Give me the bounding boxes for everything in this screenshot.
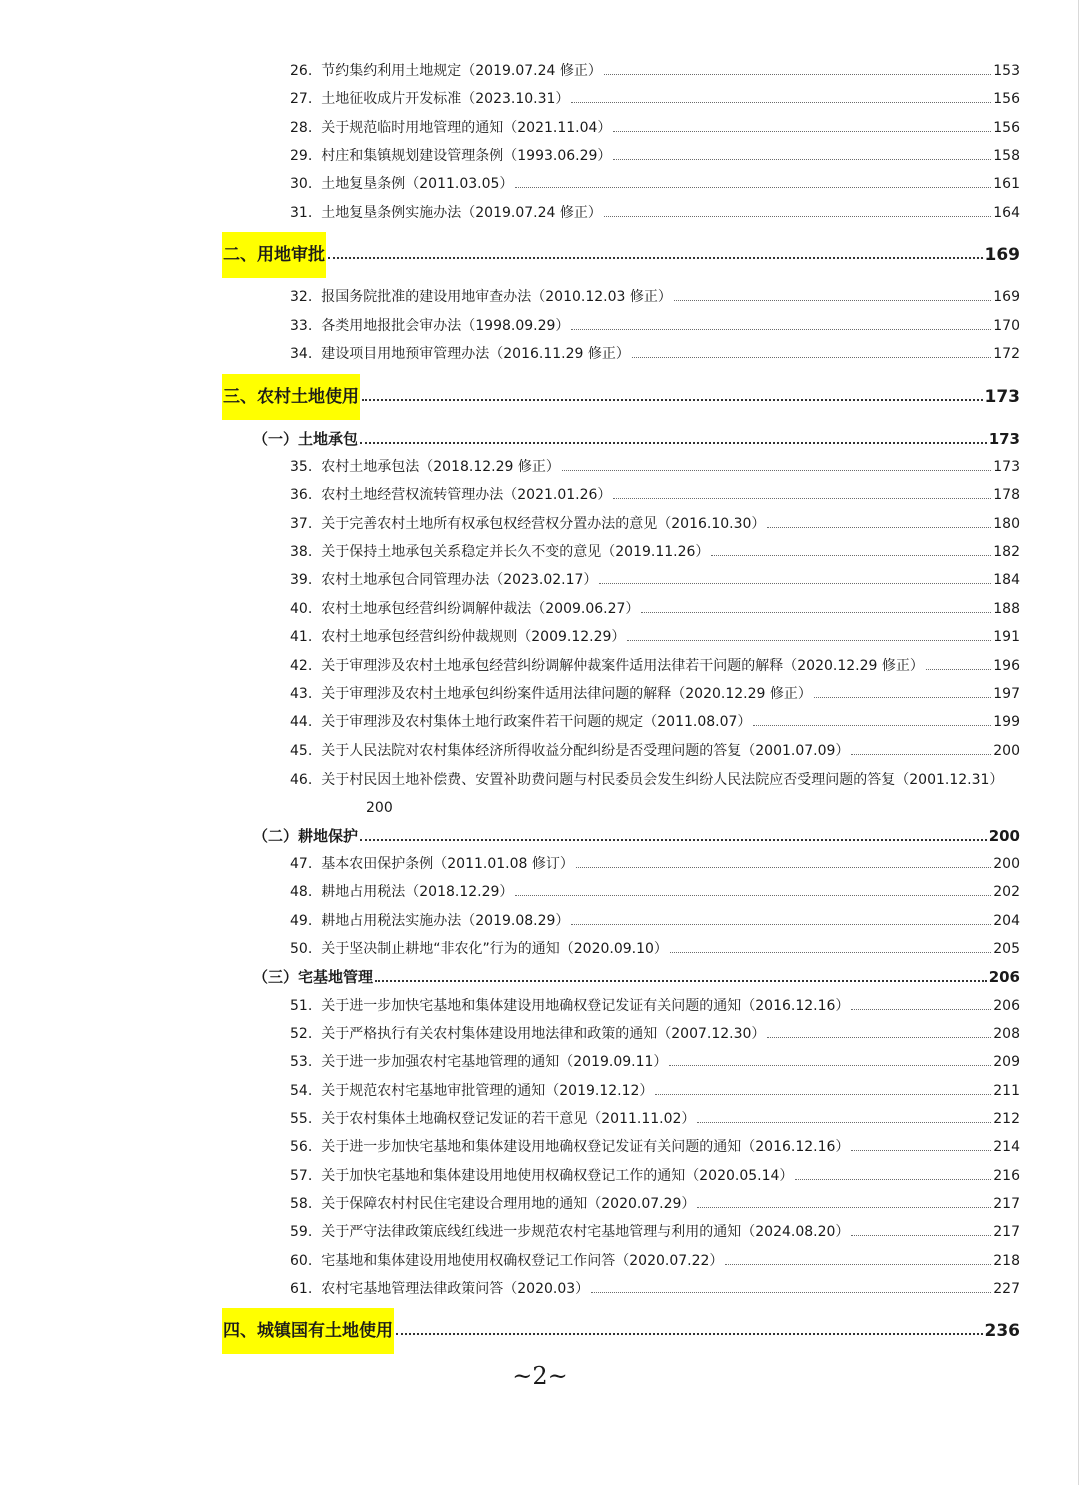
heading-title: （一）土地承包 <box>253 430 359 448</box>
entry-title: 农村宅基地管理法律政策问答（2020.03） <box>321 1281 590 1297</box>
entry-title: 建设项目用地预审管理办法（2016.11.29 修正） <box>321 346 630 362</box>
dot-leader <box>613 130 991 132</box>
toc-entry[interactable] <box>290 656 1020 676</box>
entry-page-number: 158 <box>993 148 1020 164</box>
entry-title: 关于进一步加快宅基地和集体建设用地确权登记发证有关问题的通知（2016.12.16） <box>321 1139 850 1155</box>
entry-title: 农村土地承包经营纠纷调解仲裁法（2009.06.27） <box>321 601 640 617</box>
dot-leader <box>613 497 991 499</box>
entry-number: 32. <box>290 289 313 305</box>
heading-title: 四、城镇国有土地使用 <box>222 1308 394 1354</box>
entry-page-number: 169 <box>993 289 1020 305</box>
toc-entry[interactable] <box>290 457 1020 477</box>
toc-entry[interactable] <box>290 854 1020 874</box>
dot-leader <box>328 256 983 259</box>
entry-number: 35. <box>290 459 313 475</box>
entry-title: 关于坚决制止耕地“非农化”行为的通知（2020.09.10） <box>321 941 668 957</box>
entry-number: 40. <box>290 601 313 617</box>
entry-number: 57. <box>290 1168 313 1184</box>
entry-title: 关于人民法院对农村集体经济所得收益分配纠纷是否受理问题的答复（2001.07.09） <box>321 743 850 759</box>
entry-page-number: 205 <box>993 941 1020 957</box>
toc-entry[interactable] <box>290 882 1020 902</box>
dot-leader <box>571 328 991 330</box>
toc-entry[interactable] <box>290 1052 1020 1072</box>
toc-section-heading[interactable] <box>222 384 1020 410</box>
entry-page-number: 208 <box>993 1026 1020 1042</box>
entry-title: 关于审理涉及农村土地承包纠纷案件适用法律问题的解释（2020.12.29 修正） <box>321 686 812 702</box>
entry-page-number: 197 <box>993 686 1020 702</box>
dot-leader <box>674 299 991 301</box>
entry-page-number: 209 <box>993 1054 1020 1070</box>
heading-title: 二、用地审批 <box>222 232 326 278</box>
toc-entry[interactable] <box>290 514 1020 534</box>
dot-leader <box>725 1263 991 1265</box>
dot-leader <box>753 724 991 726</box>
entry-title: 关于审理涉及农村集体土地行政案件若干问题的规定（2011.08.07） <box>321 714 752 730</box>
entry-number: 54. <box>290 1083 313 1099</box>
dot-leader <box>613 158 991 160</box>
entry-page-number: 200 <box>993 743 1020 759</box>
toc-entry[interactable] <box>290 344 1020 364</box>
toc-entry[interactable] <box>290 939 1020 959</box>
dot-leader <box>670 951 991 953</box>
entry-number: 60. <box>290 1253 313 1269</box>
entry-page-number: 170 <box>993 318 1020 334</box>
toc-entry[interactable] <box>290 1222 1020 1242</box>
entry-number: 26. <box>290 63 313 79</box>
entry-page-number: 236 <box>984 1321 1020 1341</box>
entry-page-number: 200 <box>988 827 1020 845</box>
toc-entry[interactable] <box>290 287 1020 307</box>
dot-leader <box>562 469 991 471</box>
toc-entry[interactable] <box>290 1279 1020 1299</box>
entry-page-number: 164 <box>993 205 1020 221</box>
dot-leader <box>697 1121 991 1123</box>
entry-number: 39. <box>290 572 313 588</box>
page-number: ~2~ <box>512 1362 568 1390</box>
dot-leader <box>360 838 987 841</box>
entry-title: 农村土地承包合同管理办法（2023.02.17） <box>321 572 598 588</box>
entry-title: 土地复垦条例（2011.03.05） <box>321 176 514 192</box>
entry-page-number: 188 <box>993 601 1020 617</box>
entry-page-number: 178 <box>993 487 1020 503</box>
dot-leader <box>375 979 987 982</box>
entry-title: 关于村民因土地补偿费、安置补助费问题与村民委员会发生纠纷人民法院应否受理问题的答复（2001.12.31） <box>321 772 1004 788</box>
entry-page-number: 169 <box>984 245 1020 265</box>
dot-leader <box>604 73 991 75</box>
dot-leader <box>576 866 991 868</box>
entry-number: 48. <box>290 884 313 900</box>
entry-page-number: 173 <box>988 430 1020 448</box>
entry-page-number: 173 <box>993 459 1020 475</box>
toc-entry[interactable] <box>290 1251 1020 1271</box>
entry-title: 节约集约利用土地规定（2019.07.24 修正） <box>321 63 602 79</box>
toc-subsection-heading[interactable] <box>253 826 1020 846</box>
toc-entry[interactable] <box>290 712 1020 732</box>
entry-page-number: 184 <box>993 572 1020 588</box>
entry-title: 关于保持土地承包关系稳定并长久不变的意见（2019.11.26） <box>321 544 710 560</box>
dot-leader <box>604 215 991 217</box>
dot-leader <box>926 668 991 670</box>
entry-number: 46. <box>290 772 313 788</box>
toc-entry[interactable] <box>290 1137 1020 1157</box>
entry-title: 关于进一步加快宅基地和集体建设用地确权登记发证有关问题的通知（2016.12.16） <box>321 998 850 1014</box>
toc-entry[interactable] <box>290 570 1020 590</box>
heading-title: （三）宅基地管理 <box>253 968 374 986</box>
entry-number: 45. <box>290 743 313 759</box>
entry-title: 关于农村集体土地确权登记发证的若干意见（2011.11.02） <box>321 1111 696 1127</box>
entry-page-number: 196 <box>993 658 1020 674</box>
entry-number: 37. <box>290 516 313 532</box>
entry-number: 55. <box>290 1111 313 1127</box>
entry-page-number: 202 <box>993 884 1020 900</box>
toc-entry[interactable] <box>290 316 1020 336</box>
entry-title: 关于严格执行有关农村集体建设用地法律和政策的通知（2007.12.30） <box>321 1026 766 1042</box>
entry-title: 关于加快宅基地和集体建设用地使用权确权登记工作的通知（2020.05.14） <box>321 1168 794 1184</box>
dot-leader <box>697 1206 991 1208</box>
dot-leader <box>627 639 991 641</box>
entry-page-number: 182 <box>993 544 1020 560</box>
entry-page-number: 172 <box>993 346 1020 362</box>
entry-number: 58. <box>290 1196 313 1212</box>
entry-number: 43. <box>290 686 313 702</box>
entry-number: 36. <box>290 487 313 503</box>
entry-page-number: 191 <box>993 629 1020 645</box>
entry-page-number: 211 <box>993 1083 1020 1099</box>
toc-entry[interactable] <box>290 1024 1020 1044</box>
dot-leader <box>795 1178 991 1180</box>
dot-leader <box>632 356 991 358</box>
toc-entry[interactable] <box>290 599 1020 619</box>
entry-number: 28. <box>290 120 313 136</box>
entry-title: 农村土地经营权流转管理办法（2021.01.26） <box>321 487 612 503</box>
dot-leader <box>515 186 991 188</box>
entry-number: 53. <box>290 1054 313 1070</box>
toc-entry[interactable] <box>290 146 1020 166</box>
entry-number: 59. <box>290 1224 313 1240</box>
dot-leader <box>362 398 983 401</box>
dot-leader <box>655 1093 991 1095</box>
entry-title: 农村土地承包经营纠纷仲裁规则（2009.12.29） <box>321 629 626 645</box>
dot-leader <box>669 1064 991 1066</box>
toc-entry[interactable] <box>290 1081 1020 1101</box>
dot-leader <box>767 1036 991 1038</box>
dot-leader <box>851 1008 991 1010</box>
toc-entry[interactable] <box>290 61 1020 81</box>
toc-entry[interactable] <box>290 203 1020 223</box>
entry-number: 29. <box>290 148 313 164</box>
entry-number: 44. <box>290 714 313 730</box>
entry-title: 基本农田保护条例（2011.01.08 修订） <box>321 856 574 872</box>
toc-entry[interactable] <box>290 741 1020 761</box>
entry-title: 关于进一步加强农村宅基地管理的通知（2019.09.11） <box>321 1054 668 1070</box>
entry-page-number: 216 <box>993 1168 1020 1184</box>
entry-title: 关于完善农村土地所有权承包权经营权分置办法的意见（2016.10.30） <box>321 516 766 532</box>
entry-page-number: 206 <box>988 968 1020 986</box>
entry-title: 宅基地和集体建设用地使用权确权登记工作问答（2020.07.22） <box>321 1253 724 1269</box>
entry-page-number: 199 <box>993 714 1020 730</box>
entry-number: 52. <box>290 1026 313 1042</box>
entry-page-number: 200 <box>993 856 1020 872</box>
entry-title: 耕地占用税法（2018.12.29） <box>321 884 514 900</box>
dot-leader <box>599 582 991 584</box>
entry-title: 关于规范农村宅基地审批管理的通知（2019.12.12） <box>321 1083 654 1099</box>
entry-title: 土地征收成片开发标准（2023.10.31） <box>321 91 570 107</box>
entry-title: 耕地占用税法实施办法（2019.08.29） <box>321 913 570 929</box>
entry-number: 33. <box>290 318 313 334</box>
entry-page-number: 161 <box>993 176 1020 192</box>
toc-entry[interactable] <box>290 1194 1020 1214</box>
dot-leader <box>767 526 991 528</box>
toc-entry[interactable] <box>290 627 1020 647</box>
toc-entry[interactable] <box>290 542 1020 562</box>
toc-entry[interactable] <box>290 684 1020 704</box>
dot-leader <box>591 1291 991 1293</box>
toc-section-heading[interactable] <box>222 242 1020 268</box>
entry-page-number: 217 <box>993 1224 1020 1240</box>
toc-entry[interactable] <box>290 1109 1020 1129</box>
entry-title: 农村土地承包法（2018.12.29 修正） <box>321 459 560 475</box>
entry-title: 关于保障农村村民住宅建设合理用地的通知（2020.07.29） <box>321 1196 696 1212</box>
entry-page-number: 218 <box>993 1253 1020 1269</box>
entry-page-number: 153 <box>993 63 1020 79</box>
dot-leader <box>641 611 991 613</box>
entry-title: 土地复垦条例实施办法（2019.07.24 修正） <box>321 205 602 221</box>
entry-number: 56. <box>290 1139 313 1155</box>
toc-entry[interactable] <box>290 174 1020 194</box>
toc-subsection-heading[interactable] <box>253 967 1020 987</box>
toc-subsection-heading[interactable] <box>253 429 1020 449</box>
toc-entry[interactable] <box>290 485 1020 505</box>
dot-leader <box>515 894 991 896</box>
entry-number: 34. <box>290 346 313 362</box>
toc-section-heading[interactable] <box>222 1318 1020 1344</box>
dot-leader <box>396 1332 983 1335</box>
entry-number: 61. <box>290 1281 313 1297</box>
entry-number: 42. <box>290 658 313 674</box>
dot-leader <box>814 696 991 698</box>
entry-title: 关于审理涉及农村土地承包经营纠纷调解仲裁案件适用法律若干问题的解释（2020.12.29 修正） <box>321 658 924 674</box>
entry-number: 38. <box>290 544 313 560</box>
entry-page-number: 206 <box>993 998 1020 1014</box>
entry-title: 报国务院批准的建设用地审查办法（2010.12.03 修正） <box>321 289 672 305</box>
toc-entry[interactable] <box>290 996 1020 1016</box>
entry-number: 41. <box>290 629 313 645</box>
entry-page-number: 204 <box>993 913 1020 929</box>
entry-number: 49. <box>290 913 313 929</box>
dot-leader <box>851 1149 991 1151</box>
dot-leader <box>851 753 991 755</box>
entry-title: 各类用地报批会审办法（1998.09.29） <box>321 318 570 334</box>
entry-page-number: 180 <box>993 516 1020 532</box>
entry-number: 27. <box>290 91 313 107</box>
entry-number: 51. <box>290 998 313 1014</box>
heading-title: （二）耕地保护 <box>253 827 359 845</box>
dot-leader <box>851 1234 991 1236</box>
dot-leader <box>571 923 991 925</box>
entry-page-number: 217 <box>993 1196 1020 1212</box>
heading-title: 三、农村土地使用 <box>222 374 360 420</box>
dot-leader <box>571 101 991 103</box>
toc-entry[interactable] <box>290 770 1020 790</box>
entry-page-number: 156 <box>993 91 1020 107</box>
entry-page-number: 156 <box>993 120 1020 136</box>
dot-leader <box>711 554 991 556</box>
entry-number: 30. <box>290 176 313 192</box>
entry-title: 关于严守法律政策底线红线进一步规范农村宅基地管理与利用的通知（2024.08.20） <box>321 1224 850 1240</box>
entry-number: 31. <box>290 205 313 221</box>
toc-entry[interactable] <box>290 89 1020 109</box>
toc-entry[interactable] <box>290 1166 1020 1186</box>
entry-page-number: 227 <box>993 1281 1020 1297</box>
entry-page-number: 214 <box>993 1139 1020 1155</box>
entry-title: 关于规范临时用地管理的通知（2021.11.04） <box>321 120 612 136</box>
entry-number: 50. <box>290 941 313 957</box>
entry-page-number: 173 <box>984 387 1020 407</box>
entry-title: 村庄和集镇规划建设管理条例（1993.06.29） <box>321 148 612 164</box>
entry-number: 47. <box>290 856 313 872</box>
dot-leader <box>360 441 987 444</box>
entry-page-number: 200 <box>366 800 393 816</box>
toc-entry[interactable] <box>290 911 1020 931</box>
entry-page-number: 212 <box>993 1111 1020 1127</box>
toc-entry[interactable] <box>290 118 1020 138</box>
